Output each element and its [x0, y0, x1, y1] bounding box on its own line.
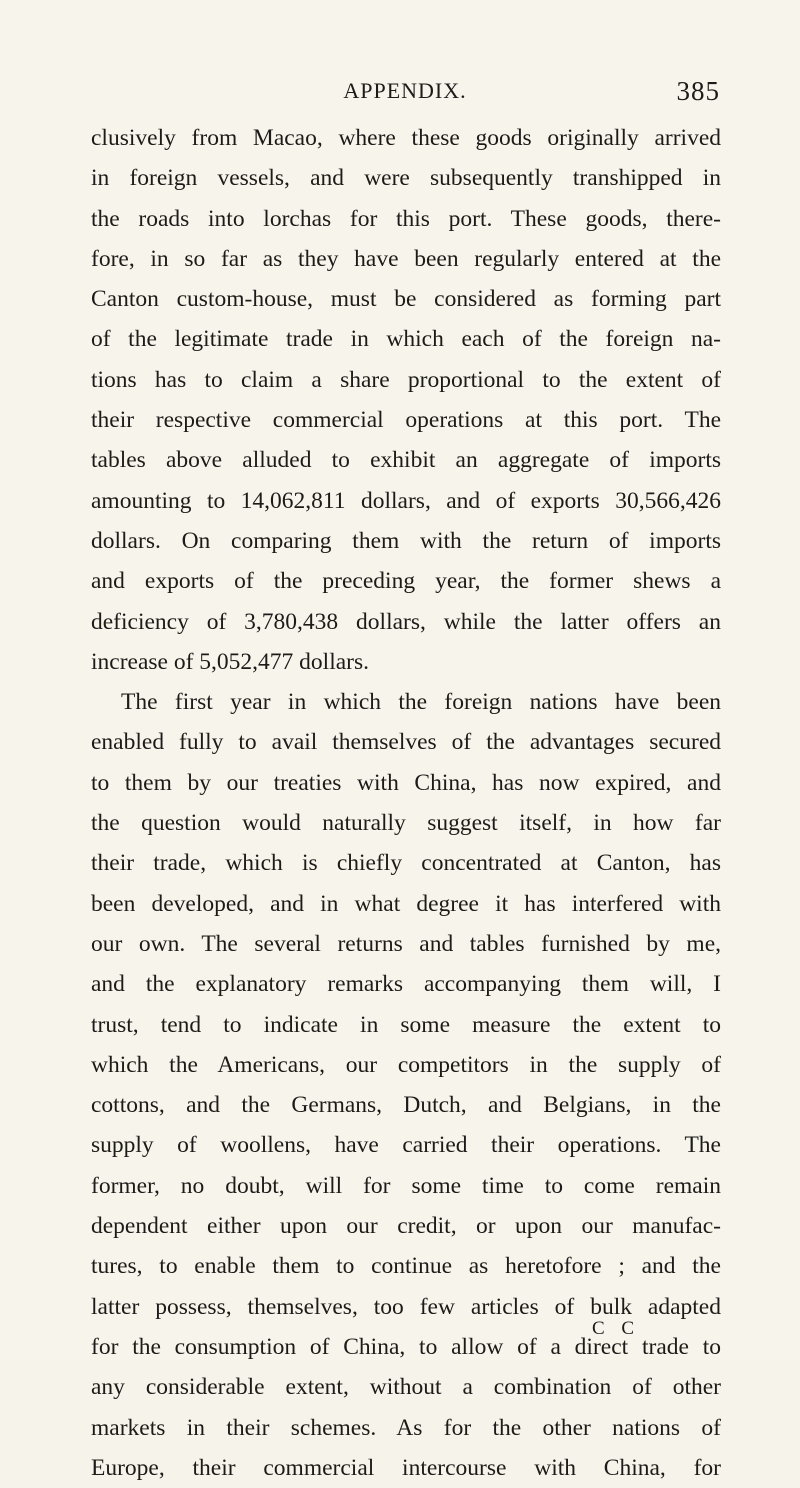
- text-line: been developed, and in what degree it has interfered with: [91, 890, 721, 917]
- text-line: Europe, their commercial intercourse with China, for: [91, 1454, 721, 1481]
- text-line: cottons, and the Germans, Dutch, and Belgians, in the: [91, 1092, 721, 1119]
- running-title: APPENDIX.: [343, 78, 467, 103]
- text-line: tions has to claim a share proportional to the extent of: [91, 366, 721, 393]
- text-line: any considerable extent, without a combination of other: [91, 1374, 721, 1401]
- text-line: enabled fully to avail themselves of the advantages secured: [91, 729, 721, 756]
- text-line: increase of 5,052,477 dollars.: [91, 648, 370, 675]
- text-line: our own. The several returns and tables furnished by me,: [91, 930, 721, 957]
- running-head: [90, 76, 720, 110]
- text-line: and exports of the preceding year, the former shews a: [91, 568, 721, 595]
- text-line: trust, tend to indicate in some measure the extent to: [91, 1011, 721, 1038]
- signature-mark: C C: [592, 1318, 641, 1339]
- text-line: their trade, which is chiefly concentrated at Canton, has: [91, 850, 721, 877]
- text-line: in foreign vessels, and were subsequently transhipped in: [91, 165, 721, 192]
- text-line: former, no doubt, will for some time to come remain: [91, 1172, 721, 1199]
- text-line: their respective commercial operations at this port. The: [91, 407, 721, 434]
- text-line: fore, in so far as they have been regularly entered at the: [91, 245, 721, 272]
- text-line: for the consumption of China, to allow of a direct trade to: [91, 1333, 721, 1360]
- text-line: Canton custom-house, must be considered as forming part: [91, 286, 721, 313]
- body-text: [91, 118, 721, 1488]
- text-line: deficiency of 3,780,438 dollars, while the latter offers an: [91, 608, 721, 635]
- text-line: tables above alluded to exhibit an aggregate of imports: [91, 447, 721, 474]
- text-line: supply of woollens, have carried their operations. The: [91, 1132, 721, 1159]
- text-line: to them by our treaties with China, has now expired, and: [91, 769, 721, 796]
- text-line: dependent either upon our credit, or upon our manufac-: [91, 1213, 721, 1240]
- text-line: markets in their schemes. As for the other nations of: [91, 1414, 721, 1441]
- text-line: the roads into lorchas for this port. These goods, there-: [91, 205, 721, 232]
- text-line: amounting to 14,062,811 dollars, and of exports 30,566,426: [91, 487, 721, 514]
- text-line: dollars. On comparing them with the return of imports: [91, 527, 721, 554]
- text-line: latter possess, themselves, too few articles of bulk adapted: [91, 1293, 721, 1320]
- text-line: and the explanatory remarks accompanying them will, I: [91, 971, 721, 998]
- text-line: The first year in which the foreign nations have been: [121, 689, 721, 716]
- text-line: tures, to enable them to continue as heretofore ; and the: [91, 1253, 721, 1280]
- text-line: of the legitimate trade in which each of the foreign na-: [91, 326, 721, 353]
- paragraph-1: [91, 118, 721, 682]
- page-number: 385: [676, 76, 720, 106]
- text-line: which the Americans, our competitors in the supply of: [91, 1051, 721, 1078]
- paragraph-2: [91, 682, 721, 1488]
- text-line: clusively from Macao, where these goods originally arrived: [91, 125, 721, 151]
- text-line: the question would naturally suggest itself, in how far: [91, 810, 721, 837]
